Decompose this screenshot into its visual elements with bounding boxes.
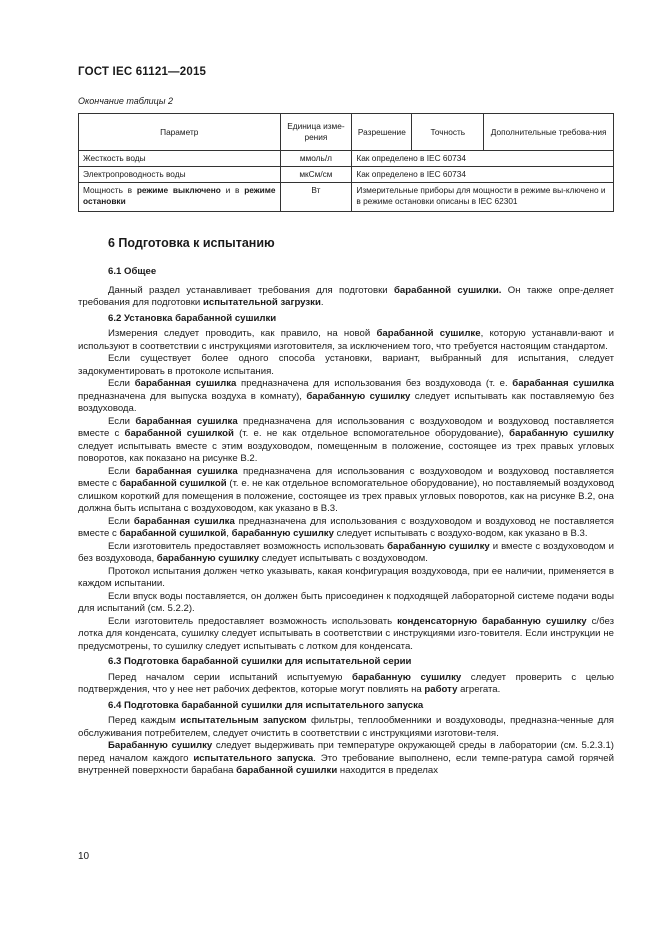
parameters-table — [78, 113, 614, 212]
paragraph: Перед каждым испытательным запуском фильтры, теплообменники и воздуховоды, предназна-ченные для обслуживания потребителем, следует очистить в соответствии с инструкциями изготови-теля. — [78, 715, 614, 739]
col-header-requirements: Дополнительные требова-ния — [484, 114, 614, 151]
col-header-accuracy: Точность — [412, 114, 484, 151]
paragraph: Если существует более одного способа установки, вариант, выбранный для испытания, следует задокументировать в протоколе испытания. — [78, 353, 614, 377]
cell-note: Как определено в IEC 60734 — [352, 167, 614, 183]
paragraph: Если барабанная сушилка предназначена для использования с воздуховодом и воздуховод поставляется вместе с барабанной сушилкой (т. е. не как отдельное вспомогательное оборудование), барабанную сушилку следует испытывать вместе с этим воздуховодом, помещенным в положение, состоящее из трех правых угловых поворотов, как показано на рисунке В.2. — [78, 415, 615, 464]
cell-param: Жесткость воды — [79, 151, 281, 167]
cell-unit: Вт — [280, 183, 352, 212]
paragraph: Если впуск воды поставляется, он должен быть присоединен к подходящей лабораторной системе подачи воды для испытаний (см. 5.2.2). — [78, 590, 614, 614]
subsection-title: 6.1 Общее — [108, 266, 157, 277]
paragraph: Если изготовитель предоставляет возможность использовать барабанную сушилку и вместе с воздуховодом и без воздуховода, барабанную сушилку следует испытывать с воздуховодом. — [78, 540, 614, 564]
cell-note: Как определено в IEC 60734 — [352, 151, 614, 167]
document-header: ГОСТ IEC 61121—2015 — [78, 66, 207, 78]
section-title: 6 Подготовка к испытанию — [108, 236, 275, 250]
table-row — [79, 151, 614, 167]
table-row — [79, 183, 614, 212]
section-body — [78, 266, 614, 778]
cell-param: Электропроводность воды — [79, 167, 281, 183]
paragraph: Если барабанная сушилка предназначена для использования с воздуховодом и воздуховод не поставляется вместе с барабанной сушилкой, барабанную сушилку следует испытывать с воздухо-водом, как указано в В.3. — [78, 515, 614, 539]
paragraph: Измерения следует проводить, как правило, на новой барабанной сушилке, которую устанавли-вают и используют в соответствии с инструкциями изготовителя, за исключением того, что требуется настоящим стандартом. — [78, 328, 615, 352]
table-caption: Окончание таблицы 2 — [78, 96, 173, 106]
col-header-resolution: Разрешение — [352, 114, 412, 151]
paragraph: Если барабанная сушилка предназначена для использования без воздуховода (т. е. барабанная сушилка предназначена для выпуска воздуха в комнату), барабанную сушилку следует испытывать как поставляемую без воздуховода. — [78, 378, 614, 414]
table-row — [79, 167, 614, 183]
paragraph: Если изготовитель предоставляет возможность использовать конденсаторную барабанную сушилку с/без лотка для конденсата, сушилку следует испытывать в соответствии с инструкциями изго-товителя. Если инструкции не предусмотрены, то сушилку следует испытывать с лотком для конденсата. — [78, 615, 614, 652]
paragraph: Протокол испытания должен четко указывать, какая конфигурация воздуховода, при ее наличии, применяется в каждом испытании. — [78, 565, 614, 589]
paragraph: Данный раздел устанавливает требования для подготовки барабанной сушилки. Он также опре-деляет требования для подготовки испытательной загрузки. — [78, 284, 614, 308]
table-header-row — [79, 114, 614, 151]
cell-unit: мкСм/см — [280, 167, 352, 183]
subsection-title: 6.3 Подготовка барабанной сушилки для испытательной серии — [108, 656, 412, 667]
paragraph: Если барабанная сушилка предназначена для использования с воздуховодом и воздуховод поставляется вместе с барабанной сушилкой (т. е. не как отдельное вспомогательное оборудование), но поставляемый воздуховод слишком короткий для помещения в положение, состоящее из трех правых угловых поворотов, как на рисунке В.2, она должна быть испытана с воздуховодом, как указано в В.3. — [78, 465, 614, 514]
col-header-unit: Единица изме-рения — [280, 114, 352, 151]
cell-note: Измерительные приборы для мощности в режиме вы-ключено и в режиме остановки описаны в IEC 62301 — [352, 183, 614, 212]
paragraph: Перед началом серии испытаний испытуемую барабанную сушилку следует проверить с целью подтверждения, что у нее нет рабочих дефектов, которые могут повлиять на работу агрегата. — [78, 671, 614, 695]
paragraph: Барабанную сушилку следует выдерживать при температуре окружающей среды в лаборатории (см. 5.2.3.1) перед началом каждого испытательного запуска. Это требование выполнено, если темпе-ратура самой горячей внутренней поверхности барабана барабанной сушилки находится в пределах — [78, 740, 614, 776]
page-number: 10 — [78, 851, 90, 862]
cell-param: Мощность в режиме выключено и в режиме остановки — [79, 183, 281, 212]
cell-unit: ммоль/л — [280, 151, 352, 167]
col-header-parameter: Параметр — [79, 114, 281, 151]
subsection-title: 6.4 Подготовка барабанной сушилки для испытательного запуска — [108, 699, 424, 711]
subsection-title: 6.2 Установка барабанной сушилки — [108, 312, 277, 324]
